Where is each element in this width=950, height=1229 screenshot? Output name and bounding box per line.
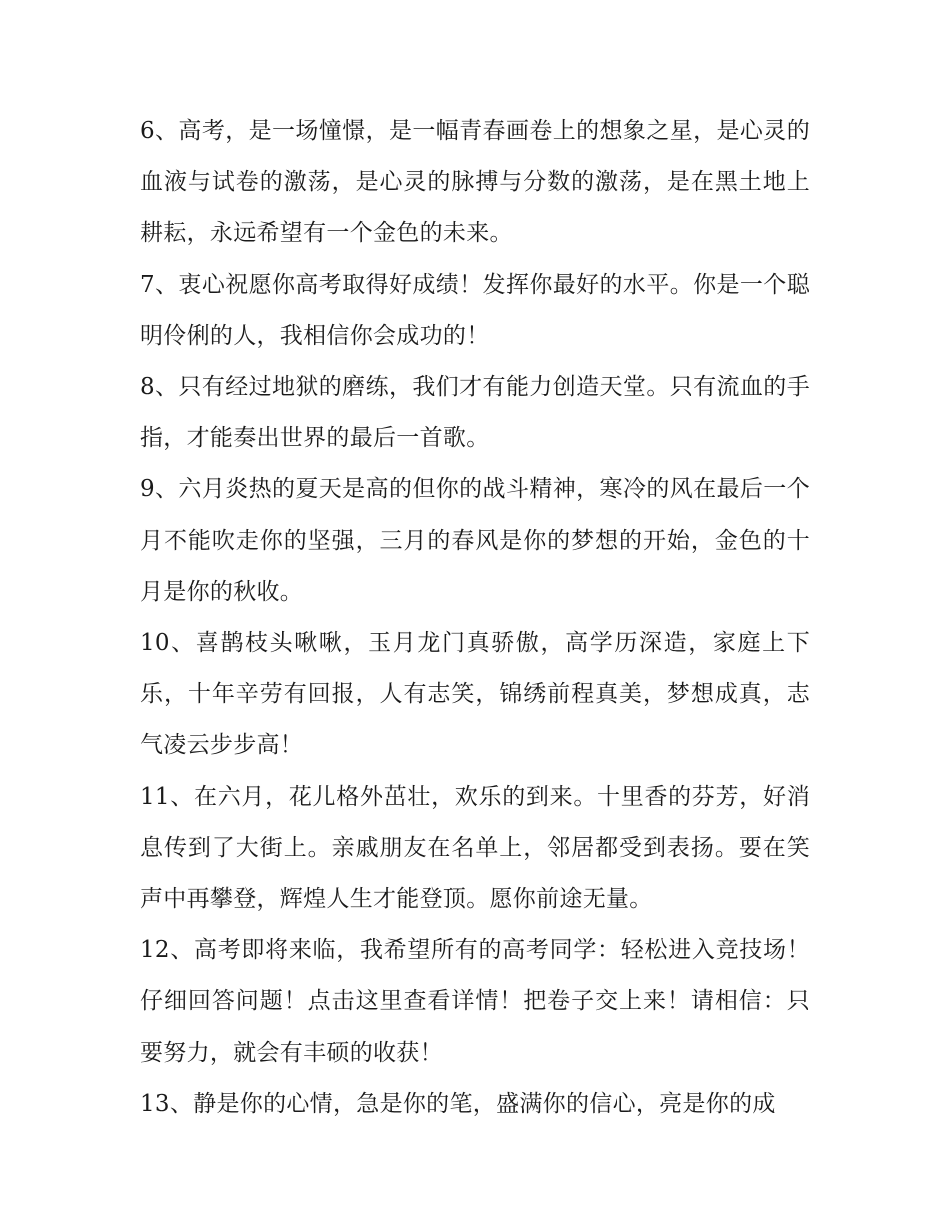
paragraph-7: 7、衷心祝愿你高考取得好成绩！发挥你最好的水平。你是一个聪明伶俐的人，我相信你会成功的！ (140, 271, 810, 349)
paragraph-11: 11、在六月，花儿格外茁壮，欢乐的到来。十里香的芬芳，好消息传到了大街上。亲戚朋友在名单上，邻居都受到表扬。要在笑声中再攀登，辉煌人生才能登顶。愿你前途无量。 (140, 783, 810, 913)
paragraph-9: 9、六月炎热的夏天是高的但你的战斗精神，寒冷的风在最后一个月不能吹走你的坚强，三月的春风是你的梦想的开始，金色的十月是你的秋收。 (140, 476, 810, 605)
paragraph-10: 10、喜鹊枝头啾啾，玉月龙门真骄傲，高学历深造，家庭上下乐，十年辛劳有回报，人有志笑，锦绣前程真美，梦想成真，志气凌云步步高！ (140, 630, 810, 759)
paragraph-6: 6、高考，是一场憧憬，是一幅青春画卷上的想象之星，是心灵的血液与试卷的激荡，是心灵的脉搏与分数的激荡，是在黑土地上耕耘，永远希望有一个金色的未来。 (140, 118, 810, 247)
document-body (140, 106, 810, 1130)
paragraph-13: 13、静是你的心情，急是你的笔，盛满你的信心，亮是你的成 (140, 1090, 776, 1117)
paragraph-8: 8、只有经过地狱的磨练，我们才有能力创造天堂。只有流血的手指，才能奏出世界的最后一首歌。 (140, 374, 810, 452)
paragraph-12: 12、高考即将来临，我希望所有的高考同学：轻松进入竞技场！仔细回答问题！点击这里查看详情！把卷子交上来！请相信：只要努力，就会有丰硕的收获！ (140, 937, 810, 1066)
